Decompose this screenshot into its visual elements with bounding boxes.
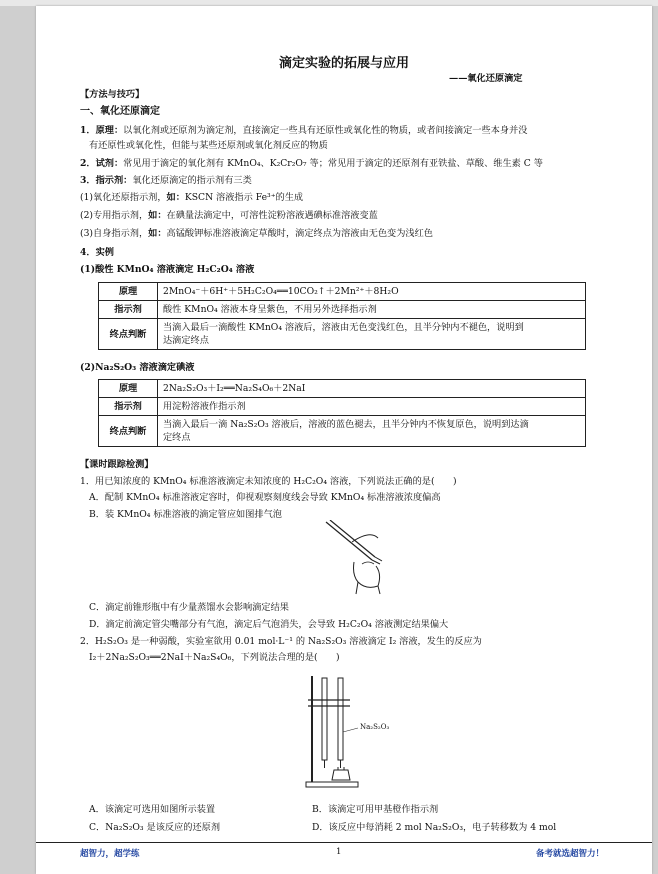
table-row: 原理 2Na₂S₂O₃＋I₂══Na₂S₄O₆＋2NaI <box>99 380 586 398</box>
section-check-heading: 【课时跟踪检测】 <box>80 459 154 470</box>
example-2-title: (2)Na₂S₂O₃ 溶液滴定碘液 <box>80 362 195 373</box>
question-2-line-2: I₂＋2Na₂S₂O₃══2NaI＋Na₂S₄O₆，下列说法合理的是( ) <box>89 652 340 663</box>
footer-right-slogan: 备考就选超智力！ <box>536 849 605 859</box>
question-1-option-d: D．滴定前滴定管尖嘴部分有气泡，滴定后气泡消失，会导致 H₂C₂O₄ 溶液测定结果偏大 <box>89 619 449 630</box>
page-subtitle: ——氧化还原滴定 <box>449 73 523 84</box>
burette-bubble-figure <box>322 520 392 596</box>
principle-line-1: 1．原理：以氧化剂或还原剂为滴定剂，直接滴定一些具有还原性或氧化性的物质，或者间接滴定一些本身并没 <box>80 125 528 136</box>
document-page <box>36 6 652 874</box>
figure-label-na2s2o3: Na₂S₂O₃ <box>360 723 390 731</box>
question-2-option-c: C．Na₂S₂O₃ 是该反应的还原剂 <box>89 822 221 833</box>
examples-heading: 4．实例 <box>80 247 114 258</box>
table-row: 指示剂 酸性 KMnO₄ 溶液本身呈紫色，不用另外选择指示剂 <box>99 301 586 319</box>
page-title: 滴定实验的拓展与应用 <box>278 56 409 71</box>
question-1-option-b: B．装 KMnO₄ 标准溶液的滴定管应如图排气泡 <box>89 509 282 520</box>
indicator-type-1: (1)氧化还原指示剂，如：KSCN 溶液指示 Fe³⁺的生成 <box>80 192 304 203</box>
table-row: 原理 2MnO₄⁻＋6H⁺＋5H₂C₂O₄══10CO₂↑＋2Mn²⁺＋8H₂O <box>99 283 586 301</box>
example-1-title: (1)酸性 KMnO₄ 溶液滴定 H₂C₂O₄ 溶液 <box>80 264 255 275</box>
question-2-option-a: A．该滴定可选用如图所示装置 <box>89 804 216 815</box>
heading-redox-titration: 一、氧化还原滴定 <box>80 106 160 117</box>
example-1-table <box>98 282 586 350</box>
reagent-line: 2．试剂：常见用于滴定的氧化剂有 KMnO₄、K₂Cr₂O₇ 等；常见用于滴定的还原剂有亚铁盐、草酸、维生素 C 等 <box>80 158 543 169</box>
footer-left-slogan: 超智力，超学练 <box>80 849 140 859</box>
table-row: 终点判断 当滴入最后一滴酸性 KMnO₄ 溶液后，溶液由无色变浅红色，且半分钟内不褪色，说明到 达滴定终点 <box>99 319 586 350</box>
table-row: 指示剂 用淀粉溶液作指示剂 <box>99 398 586 416</box>
page-number: 1 <box>336 847 342 857</box>
question-2-option-d: D．该反应中每消耗 2 mol Na₂S₂O₃，电子转移数为 4 mol <box>312 822 557 833</box>
indicator-line: 3．指示剂：氧化还原滴定的指示剂有三类 <box>80 175 252 186</box>
indicator-type-2: (2)专用指示剂，如：在碘量法滴定中，可溶性淀粉溶液遇碘标准溶液变蓝 <box>80 210 378 221</box>
example-2-table <box>98 379 586 447</box>
question-2-option-b: B．该滴定可用甲基橙作指示剂 <box>312 804 439 815</box>
question-2-line-1: 2．H₂S₂O₃ 是一种弱酸，实验室欲用 0.01 mol·L⁻¹ 的 Na₂S₂O₃ 溶液滴定 I₂ 溶液，发生的反应为 <box>80 636 482 647</box>
indicator-type-3: (3)自身指示剂，如：高锰酸钾标准溶液滴定草酸时，滴定终点为溶液由无色变为浅红色 <box>80 228 433 239</box>
principle-line-2: 有还原性或氧化性，但能与某些还原剂或氧化剂反应的物质 <box>89 140 328 151</box>
table-row: 终点判断 当滴入最后一滴 Na₂S₂O₃ 溶液后，溶液的蓝色褪去，且半分钟内不恢复原色，说明到达滴 定终点 <box>99 416 586 447</box>
question-1-option-a: A．配制 KMnO₄ 标准溶液定容时，仰视观察刻度线会导致 KMnO₄ 标准溶液浓度偏高 <box>89 492 441 503</box>
question-1-option-c: C．滴定前锥形瓶中有少量蒸馏水会影响滴定结果 <box>89 602 289 613</box>
question-1: 1．用已知浓度的 KMnO₄ 标准溶液滴定未知浓度的 H₂C₂O₄ 溶液，下列说法正确的是( ) <box>80 476 457 487</box>
page-footer <box>36 842 652 863</box>
section-methods-heading: 【方法与技巧】 <box>80 89 145 100</box>
